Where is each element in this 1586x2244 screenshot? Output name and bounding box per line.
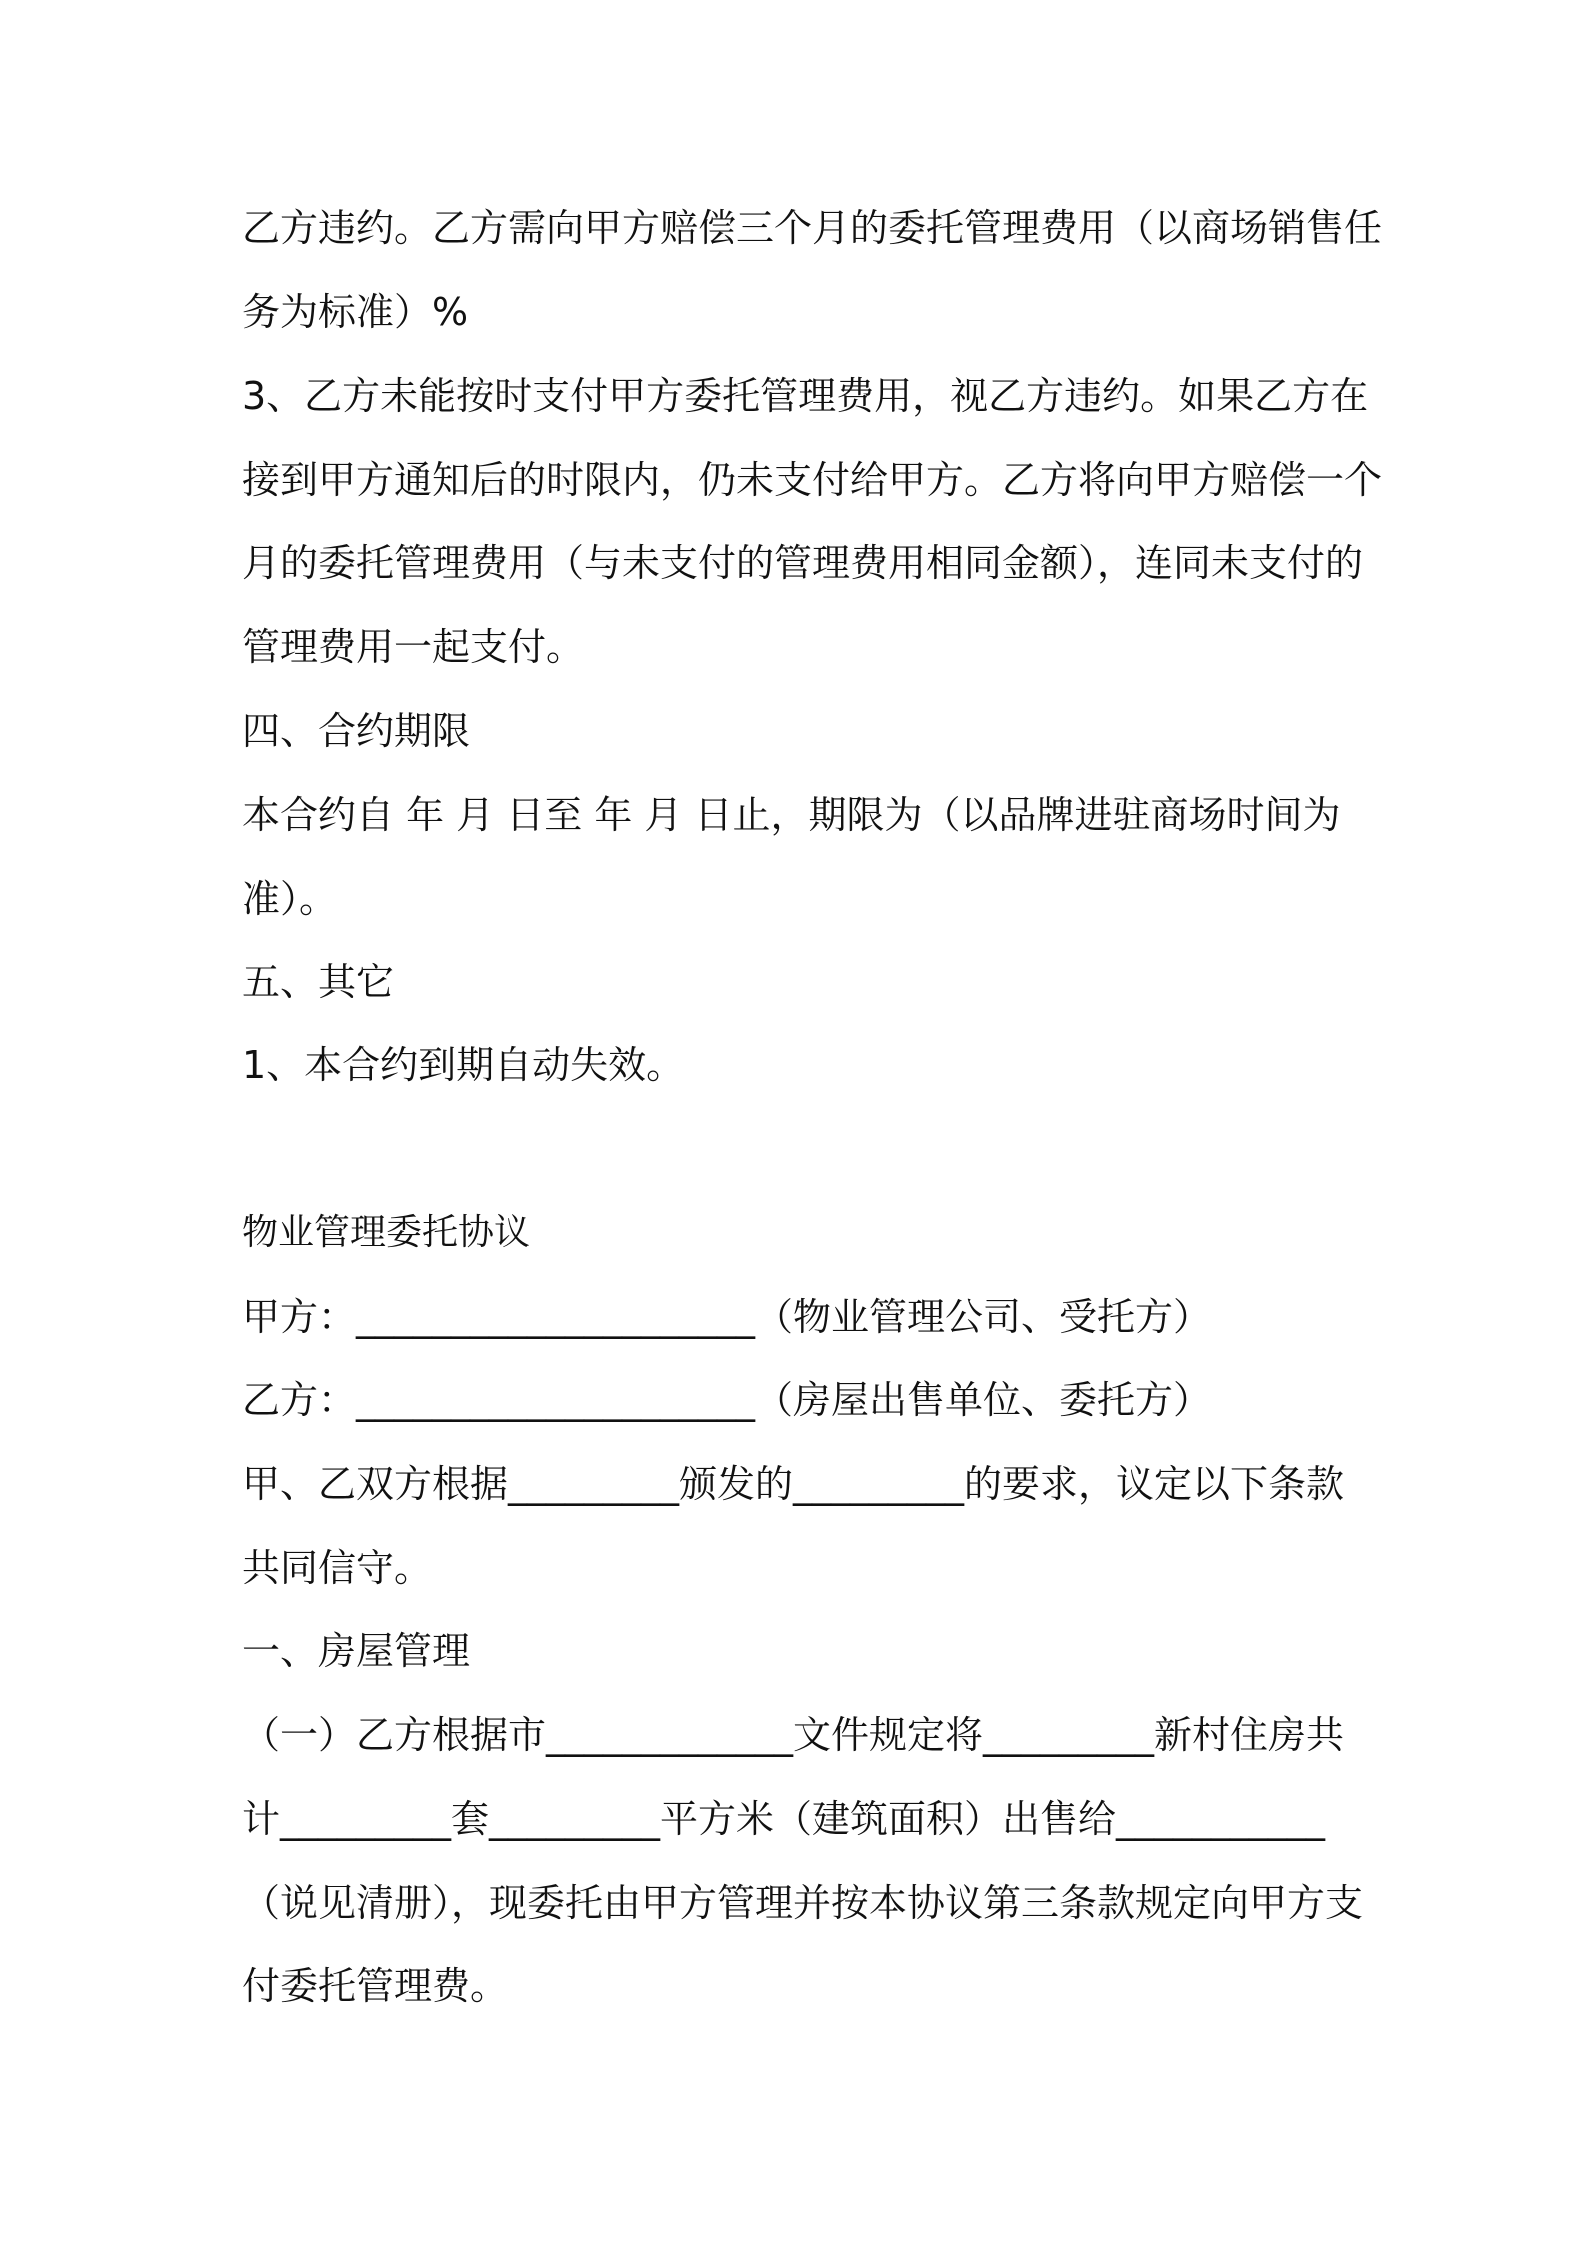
text-line: （说见清册），现委托由甲方管理并按本协议第三条款规定向甲方支: [242, 1881, 1364, 1925]
text-line: 管理费用一起支付。: [242, 625, 585, 669]
text-line: 甲、乙双方根据_________颁发的_________的要求，议定以下条款: [242, 1462, 1345, 1506]
section-heading: 五、其它: [242, 960, 395, 1004]
text-line: 准）。: [242, 877, 338, 921]
text-line: 接到甲方通知后的时限内，仍未支付给甲方。乙方将向甲方赔偿一个: [242, 458, 1383, 502]
text-line: （一）乙方根据市_____________文件规定将_________新村住房共: [242, 1713, 1345, 1757]
party-a-line: 甲方：_____________________（物业管理公司、受托方）: [242, 1295, 1212, 1339]
text-line: 乙方违约。乙方需向甲方赔偿三个月的委托管理费用（以商场销售任: [242, 206, 1383, 250]
text-line: 月的委托管理费用（与未支付的管理费用相同金额），连同未支付的: [242, 541, 1364, 585]
text-line: 3、乙方未能按时支付甲方委托管理费用，视乙方违约。如果乙方在: [242, 374, 1369, 418]
party-b-line: 乙方：_____________________（房屋出售单位、委托方）: [242, 1378, 1212, 1422]
text-line: 务为标准）%: [242, 290, 469, 334]
section-heading: 四、合约期限: [242, 709, 471, 753]
agreement-title: 物业管理委托协议: [242, 1212, 531, 1253]
section-heading: 一、房屋管理: [242, 1629, 471, 1673]
text-line: 计_________套_________平方米（建筑面积）出售给___________: [242, 1797, 1326, 1841]
text-line: 付委托管理费。: [242, 1964, 509, 2008]
text-line: 本合约自 年 月 日至 年 月 日止，期限为（以品牌进驻商场时间为: [242, 793, 1341, 837]
text-line: 1、本合约到期自动失效。: [242, 1043, 685, 1087]
text-line: 共同信守。: [242, 1546, 433, 1590]
